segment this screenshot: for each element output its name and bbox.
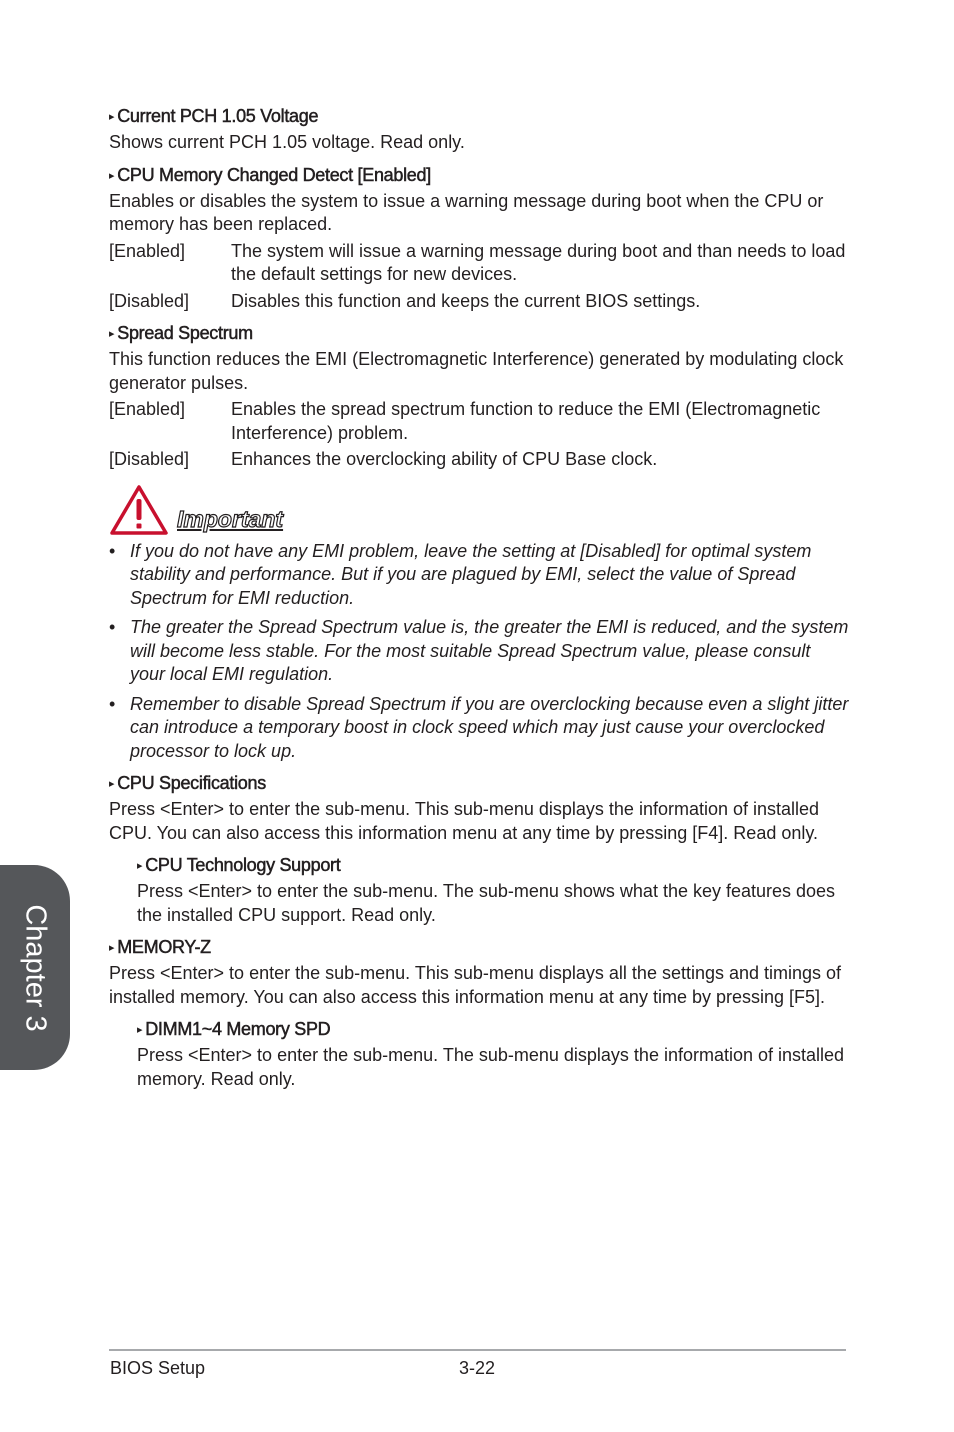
section-heading: ▸ Spread Spectrum (109, 323, 253, 343)
section-body: Enables or disables the system to issue a warning message during boot when the CPU or memory has been replaced. (109, 190, 824, 234)
page-number: 3-22 (459, 1358, 496, 1378)
footer-divider (109, 1349, 846, 1351)
section-heading: ▸ DIMM1~4 Memory SPD (137, 1019, 331, 1039)
chapter-label: Chapter 3 (19, 903, 52, 1032)
section-pch-voltage (109, 104, 849, 155)
section-heading: ▸ Current PCH 1.05 Voltage (109, 106, 319, 126)
option-key: [Enabled] (109, 399, 186, 419)
section-cpu-memory-changed-detect (109, 163, 849, 314)
arrow-icon: ▸ (137, 1024, 143, 1036)
option-row (109, 240, 849, 287)
option-key: [Disabled] (109, 449, 190, 469)
chapter-tab (0, 865, 70, 1070)
section-body: Press <Enter> to enter the sub-menu. This sub-menu displays the information of installed CPU. You can also access this information menu at any time by pressing [F4]. Read only. (109, 799, 820, 843)
arrow-icon: ▸ (109, 778, 115, 790)
option-value: The system will issue a warning message during boot and than needs to load the default settings for new devices. (231, 240, 846, 284)
section-body: This function reduces the EMI (Electromagnetic Interference) generated by modulating clock generator pulses. (109, 349, 844, 393)
warning-triangle-icon (109, 484, 169, 536)
important-title: Important (177, 505, 284, 532)
option-row (109, 290, 849, 314)
option-value: Enhances the overclocking ability of CPU Base clock. (231, 449, 658, 469)
section-heading: ▸ CPU Memory Changed Detect [Enabled] (109, 164, 431, 185)
section-spread-spectrum (109, 321, 849, 472)
section-heading: ▸ CPU Technology Support (137, 855, 341, 875)
section-body: Press <Enter> to enter the sub-menu. The sub-menu displays the information of installed memory. Read only. (137, 1045, 845, 1089)
option-key: [Enabled] (109, 240, 186, 261)
arrow-icon: ▸ (109, 942, 115, 954)
option-value: Disables this function and keeps the current BIOS settings. (231, 290, 701, 311)
manual-content (109, 104, 849, 1091)
important-callout-header (109, 482, 849, 536)
section-cpu-technology-support (137, 853, 849, 927)
section-heading: ▸ CPU Specifications (109, 773, 266, 793)
option-value: Enables the spread spectrum function to reduce the EMI (Electromagnetic Interference) problem. (231, 399, 821, 443)
arrow-icon: ▸ (137, 860, 143, 872)
section-heading: ▸ MEMORY-Z (109, 937, 211, 957)
section-memory-z (109, 935, 849, 1009)
footer-title: BIOS Setup (110, 1358, 206, 1378)
option-row (109, 448, 849, 472)
section-body: Shows current PCH 1.05 voltage. Read only. (109, 132, 465, 152)
section-cpu-specifications (109, 771, 849, 845)
list-item: • The greater the Spread Spectrum value is, the greater the EMI is reduced, and the system will become less stable. For the most suitable Spread Spectrum value, please consult your local EMI regulation. (109, 617, 849, 684)
arrow-icon: ▸ (109, 169, 115, 182)
section-body: Press <Enter> to enter the sub-menu. The sub-menu shows what the key features does the installed CPU support. Read only. (137, 881, 836, 925)
option-row (109, 398, 849, 445)
list-item: • If you do not have any EMI problem, leave the setting at [Disabled] for optimal system stability and performance. But if you are plagued by EMI, select the value of Spread Spectrum for EMI reduction. (109, 540, 812, 608)
list-item: • Remember to disable Spread Spectrum if you are overclocking because even a slight jitter can introduce a temporary boost in clock speed which may just cause your overclocked processor to lock up. (109, 693, 849, 761)
section-body: Press <Enter> to enter the sub-menu. This sub-menu displays all the settings and timings of installed memory. You can also access this information menu at any time by pressing [F5]. (109, 963, 842, 1007)
option-key: [Disabled] (109, 290, 190, 311)
arrow-icon: ▸ (109, 328, 115, 340)
arrow-icon: ▸ (109, 111, 115, 123)
section-dimm-memory-spd (137, 1017, 849, 1091)
important-notes (109, 540, 849, 764)
